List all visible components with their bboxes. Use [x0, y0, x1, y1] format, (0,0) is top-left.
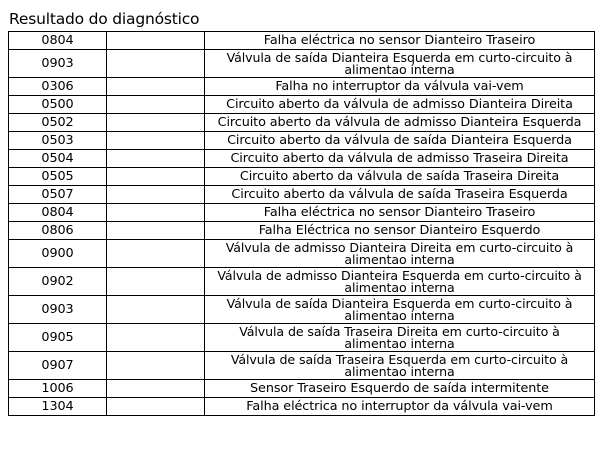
fault-description-cell: Circuito aberto da válvula de admisso Dianteira Direita	[205, 96, 595, 114]
empty-cell	[107, 204, 205, 222]
empty-cell	[107, 186, 205, 204]
empty-cell	[107, 222, 205, 240]
fault-description-cell: Válvula de saída Traseira Esquerda em curto-circuito à alimentao interna	[205, 352, 595, 380]
table-row	[9, 132, 595, 150]
fault-description-cell: Falha Eléctrica no sensor Dianteiro Esquerdo	[205, 222, 595, 240]
table-row	[9, 114, 595, 132]
fault-code-cell: 0306	[9, 78, 107, 96]
empty-cell	[107, 114, 205, 132]
table-row	[9, 240, 595, 268]
fault-description-cell: Falha eléctrica no interruptor da válvula vai-vem	[205, 398, 595, 416]
empty-cell	[107, 398, 205, 416]
empty-cell	[107, 352, 205, 380]
table-row	[9, 186, 595, 204]
table-row	[9, 268, 595, 296]
fault-code-cell: 0507	[9, 186, 107, 204]
fault-code-cell: 0504	[9, 150, 107, 168]
fault-code-cell: 0804	[9, 204, 107, 222]
fault-description-cell: Circuito aberto da válvula de admisso Traseira Direita	[205, 150, 595, 168]
table-row	[9, 324, 595, 352]
fault-code-cell: 0903	[9, 50, 107, 78]
table-row	[9, 222, 595, 240]
fault-description-cell: Circuito aberto da válvula de saída Traseira Esquerda	[205, 186, 595, 204]
fault-code-cell: 1304	[9, 398, 107, 416]
fault-description-cell: Circuito aberto da válvula de admisso Dianteira Esquerda	[205, 114, 595, 132]
fault-description-cell: Válvula de saída Traseira Direita em curto-circuito à alimentao interna	[205, 324, 595, 352]
table-row	[9, 168, 595, 186]
empty-cell	[107, 150, 205, 168]
empty-cell	[107, 296, 205, 324]
table-row	[9, 32, 595, 50]
fault-code-cell: 0500	[9, 96, 107, 114]
fault-code-cell: 0505	[9, 168, 107, 186]
fault-code-cell: 0806	[9, 222, 107, 240]
fault-code-cell: 0503	[9, 132, 107, 150]
fault-code-cell: 0905	[9, 324, 107, 352]
table-row	[9, 78, 595, 96]
table-row	[9, 50, 595, 78]
table-row	[9, 296, 595, 324]
empty-cell	[107, 168, 205, 186]
empty-cell	[107, 268, 205, 296]
fault-description-cell: Circuito aberto da válvula de saída Dianteira Esquerda	[205, 132, 595, 150]
table-row	[9, 204, 595, 222]
table-row	[9, 96, 595, 114]
fault-code-cell: 0502	[9, 114, 107, 132]
fault-description-cell: Circuito aberto da válvula de saída Traseira Direita	[205, 168, 595, 186]
fault-description-cell: Válvula de saída Dianteira Esquerda em curto-circuito à alimentao interna	[205, 50, 595, 78]
fault-code-cell: 0907	[9, 352, 107, 380]
diagnostic-results-body	[9, 32, 595, 416]
table-row	[9, 352, 595, 380]
table-row	[9, 150, 595, 168]
page-title: Resultado do diagnóstico	[9, 10, 200, 28]
empty-cell	[107, 132, 205, 150]
fault-description-cell: Sensor Traseiro Esquerdo de saída intermitente	[205, 380, 595, 398]
fault-description-cell: Falha eléctrica no sensor Dianteiro Traseiro	[205, 204, 595, 222]
fault-code-cell: 0900	[9, 240, 107, 268]
fault-code-cell: 1006	[9, 380, 107, 398]
empty-cell	[107, 380, 205, 398]
table-row	[9, 380, 595, 398]
fault-code-cell: 0903	[9, 296, 107, 324]
fault-description-cell: Falha eléctrica no sensor Dianteiro Traseiro	[205, 32, 595, 50]
fault-description-cell: Válvula de admisso Dianteira Direita em curto-circuito à alimentao interna	[205, 240, 595, 268]
empty-cell	[107, 96, 205, 114]
empty-cell	[107, 240, 205, 268]
empty-cell	[107, 50, 205, 78]
fault-description-cell: Falha no interruptor da válvula vai-vem	[205, 78, 595, 96]
table-row	[9, 398, 595, 416]
fault-description-cell: Válvula de saída Dianteira Esquerda em curto-circuito à alimentao interna	[205, 296, 595, 324]
empty-cell	[107, 78, 205, 96]
fault-code-cell: 0902	[9, 268, 107, 296]
fault-description-cell: Válvula de admisso Dianteira Esquerda em curto-circuito à alimentao interna	[205, 268, 595, 296]
diagnostic-results-table	[8, 31, 595, 416]
empty-cell	[107, 324, 205, 352]
empty-cell	[107, 32, 205, 50]
fault-code-cell: 0804	[9, 32, 107, 50]
